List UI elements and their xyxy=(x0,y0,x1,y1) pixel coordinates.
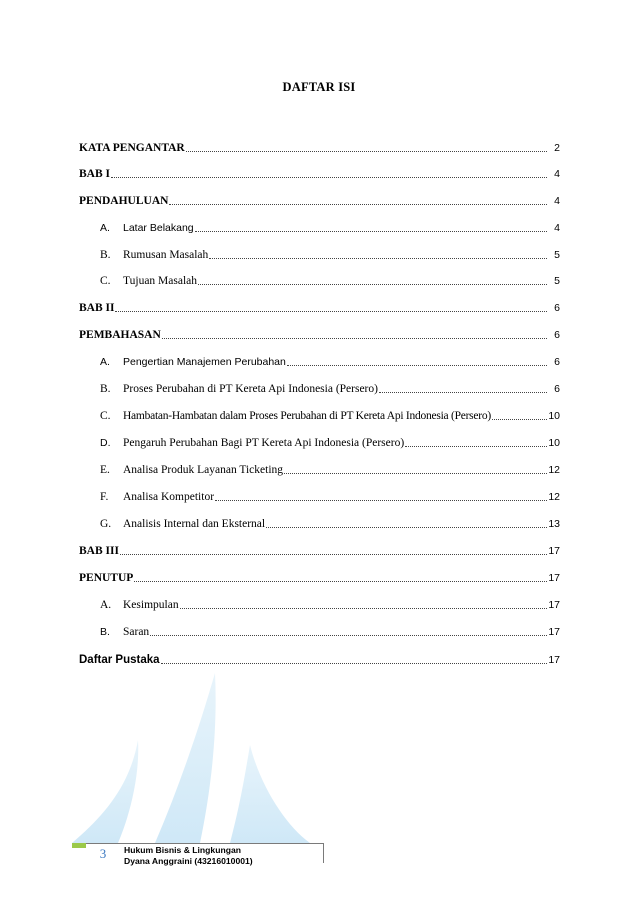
toc-entry-text: Hambatan-Hambatan dalam Proses Perubahan di PT Kereta Api Indonesia (Persero) xyxy=(123,410,491,422)
dot-leader xyxy=(134,581,547,582)
dot-leader xyxy=(180,608,547,609)
dot-leader xyxy=(287,365,547,366)
toc-entry-text: PENDAHULUAN xyxy=(79,195,169,207)
dot-leader xyxy=(284,473,547,474)
toc-page-number: 17 xyxy=(548,599,560,611)
toc-marker: B. xyxy=(100,383,111,395)
toc-entry-pengaruh[interactable] xyxy=(100,434,560,450)
dot-leader xyxy=(215,500,547,501)
toc-entry-text: Analisis Internal dan Eksternal xyxy=(123,518,266,530)
toc-page-number: 6 xyxy=(554,329,560,341)
toc-entry-kata-pengantar[interactable] xyxy=(79,139,560,155)
toc-page-number: 10 xyxy=(548,410,560,422)
toc-page-number: 12 xyxy=(548,464,560,476)
toc-entry-text: Proses Perubahan di PT Kereta Api Indonesia (Persero) xyxy=(123,383,378,395)
dot-leader xyxy=(405,446,547,447)
dot-leader xyxy=(111,177,547,178)
toc-entry-penutup[interactable] xyxy=(79,569,560,585)
footer-rule xyxy=(72,843,324,844)
toc-marker: E. xyxy=(100,464,110,476)
toc-marker: A. xyxy=(100,356,110,368)
footer-author: Dyana Anggraini (43216010001) xyxy=(124,855,253,866)
toc-marker: C. xyxy=(100,410,111,422)
toc-page-number: 17 xyxy=(548,654,560,666)
toc-entry-text: BAB III xyxy=(79,545,119,557)
toc-entry-hambatan[interactable] xyxy=(100,407,560,423)
toc-page-number: 4 xyxy=(554,222,560,234)
toc-entry-text: Kesimpulan xyxy=(123,599,179,611)
toc-page-number: 4 xyxy=(554,168,560,180)
dot-leader xyxy=(186,151,547,152)
toc-entry-bab-i[interactable] xyxy=(79,165,560,181)
toc-page-number: 6 xyxy=(554,356,560,368)
toc-marker: A. xyxy=(100,222,110,234)
footer-course: Hukum Bisnis & Lingkungan xyxy=(124,845,241,855)
dot-leader xyxy=(120,554,547,555)
toc-entry-text: Analisa Produk Layanan Ticketing xyxy=(123,464,284,476)
dot-leader xyxy=(266,527,547,528)
toc-entry-text: Saran xyxy=(123,626,150,638)
toc-marker: C. xyxy=(100,275,111,287)
toc-entry-text: KATA PENGANTAR xyxy=(79,142,185,154)
toc-entry-text: BAB I xyxy=(79,168,110,180)
toc-entry-text: Pengertian Manajemen Perubahan xyxy=(123,356,286,368)
toc-entry-saran[interactable] xyxy=(100,623,560,639)
toc-page-number: 17 xyxy=(548,545,560,557)
toc-entry-pengertian[interactable] xyxy=(100,353,560,369)
dot-leader xyxy=(379,392,547,393)
toc-entry-latar-belakang[interactable] xyxy=(100,219,560,235)
dot-leader xyxy=(169,204,547,205)
dot-leader xyxy=(492,419,547,420)
toc-marker: G. xyxy=(100,518,112,530)
dot-leader xyxy=(198,284,547,285)
toc-entry-kesimpulan[interactable] xyxy=(100,596,560,612)
toc-page-number: 2 xyxy=(554,142,560,154)
toc-entry-text: Tujuan Masalah xyxy=(123,275,198,287)
toc-entry-text: Pengaruh Perubahan Bagi PT Kereta Api Indonesia (Persero) xyxy=(123,437,405,449)
toc-entry-rumusan-masalah[interactable] xyxy=(100,246,560,262)
toc-page-number: 4 xyxy=(554,195,560,207)
toc-marker: D. xyxy=(100,437,111,449)
footer-divider xyxy=(323,843,324,863)
toc-entry-text: Rumusan Masalah xyxy=(123,249,209,261)
dot-leader xyxy=(161,663,547,664)
footer-accent-bar xyxy=(72,843,86,848)
toc-marker: F. xyxy=(100,491,109,503)
toc-page-number: 17 xyxy=(548,572,560,584)
toc-page-number: 13 xyxy=(548,518,560,530)
toc-entry-text: BAB II xyxy=(79,302,115,314)
toc-page-number: 6 xyxy=(554,383,560,395)
toc-entry-proses-perubahan[interactable] xyxy=(100,380,560,396)
dot-leader xyxy=(195,231,547,232)
toc-entry-text: Daftar Pustaka xyxy=(79,654,160,666)
toc-entry-text: PENUTUP xyxy=(79,572,134,584)
toc-page-number: 10 xyxy=(548,437,560,449)
toc-entry-text: Latar Belakang xyxy=(123,222,194,234)
toc-page-number: 5 xyxy=(554,275,560,287)
sail-watermark-icon xyxy=(60,665,330,850)
page-title: DAFTAR ISI xyxy=(282,80,356,94)
toc-entry-analisa-produk[interactable] xyxy=(100,461,560,477)
toc-page-number: 6 xyxy=(554,302,560,314)
toc-page-number: 12 xyxy=(548,491,560,503)
footer-caption xyxy=(124,845,253,866)
toc-entry-pendahuluan[interactable] xyxy=(79,192,560,208)
toc-marker: A. xyxy=(100,599,112,611)
toc-marker: B. xyxy=(100,626,110,638)
toc-entry-analisa-kompetitor[interactable] xyxy=(100,488,560,504)
dot-leader xyxy=(115,311,547,312)
dot-leader xyxy=(162,338,547,339)
footer-page-number: 3 xyxy=(99,846,107,861)
toc-entry-text: PEMBAHASAN xyxy=(79,329,161,341)
toc-entry-bab-iii[interactable] xyxy=(79,542,560,558)
toc-entry-pembahasan[interactable] xyxy=(79,326,560,342)
toc-entry-bab-ii[interactable] xyxy=(79,299,560,315)
toc-entry-tujuan-masalah[interactable] xyxy=(100,272,560,288)
toc-page-number: 17 xyxy=(548,626,560,638)
dot-leader xyxy=(150,635,547,636)
toc-entry-analisis-internal[interactable] xyxy=(100,515,560,531)
toc-marker: B. xyxy=(100,249,111,261)
toc-page-number: 5 xyxy=(554,249,560,261)
toc-entry-text: Analisa Kompetitor xyxy=(123,491,215,503)
dot-leader xyxy=(209,258,547,259)
